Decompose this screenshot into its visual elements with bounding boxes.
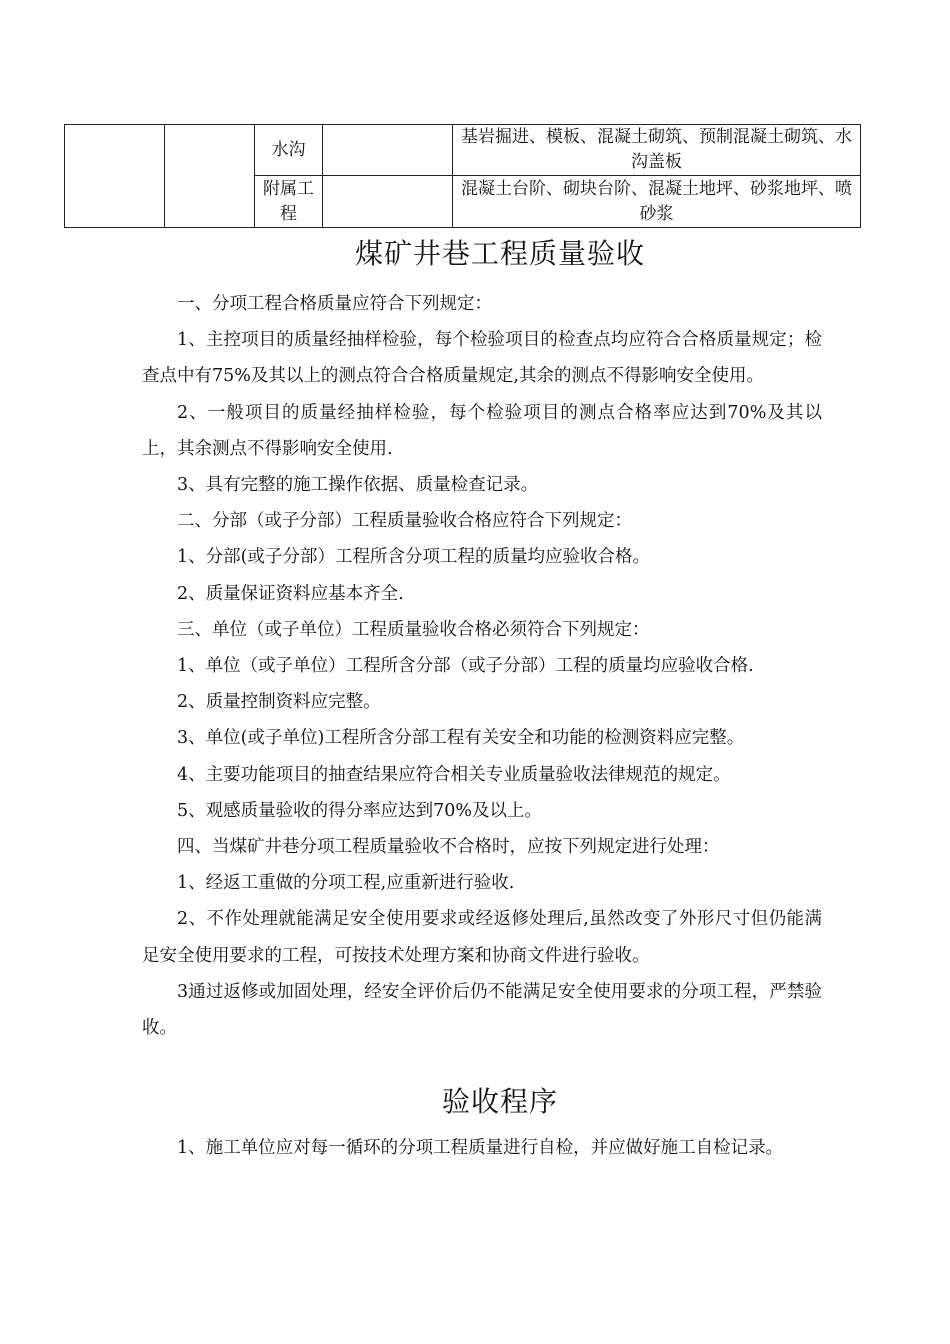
body-paragraph: 3、单位(或子单位)工程所含分部工程有关安全和功能的检测资料应完整。 [177, 728, 745, 749]
subitem-table [64, 124, 861, 228]
body-paragraph: 二、分部（或子分部）工程质量验收合格应符合下列规定： [177, 511, 632, 532]
table-cell-name: 附属工程 [255, 176, 323, 228]
body-paragraph: 1、施工单位应对每一循环的分项工程质量进行自检，并应做好施工自检记录。 [177, 1138, 784, 1158]
body-paragraph: 2、不作处理就能满足安全使用要求或经返修处理后,虽然改变了外形尺寸但仍能满足安全使用要求的工程，可按技术处理方案和协商文件进行验收。 [142, 909, 822, 966]
table-cell-name: 水沟 [255, 125, 323, 176]
table-cell-content: 基岩掘进、模板、混凝土砌筑、预制混凝土砌筑、水沟盖板 [453, 125, 861, 176]
table-cell-empty [65, 125, 165, 228]
section-title: 验收程序 [441, 1085, 558, 1118]
body-paragraph: 2、一般项目的质量经抽样检验，每个检验项目的测点合格率应达到70%及其以上，其余测点不得影响安全使用. [142, 402, 822, 459]
body-paragraph: 三、单位（或子单位）工程质量验收合格必须符合下列规定： [177, 619, 650, 640]
body-paragraph: 3通过返修或加固处理，经安全评价后仍不能满足安全使用要求的分项工程，严禁验收。 [142, 981, 822, 1039]
requirements-body [142, 286, 822, 1046]
document-title: 煤矿井巷工程质量验收 [354, 237, 645, 270]
body-paragraph: 一、分项工程合格质量应符合下列规定： [177, 294, 492, 314]
body-paragraph: 2、质量控制资料应完整。 [177, 692, 381, 713]
body-paragraph: 1、分部(或子分部）工程所含分项工程的质量均应验收合格。 [177, 547, 650, 568]
body-paragraph: 四、当煤矿井巷分项工程质量验收不合格时，应按下列规定进行处理： [177, 837, 720, 858]
procedure-body [142, 1130, 822, 1166]
table-cell-empty [323, 176, 453, 228]
body-paragraph: 2、质量保证资料应基本齐全. [177, 583, 404, 604]
body-paragraph: 5、观感质量验收的得分率应达到70%及以上。 [177, 800, 543, 821]
table-cell-empty [165, 125, 255, 228]
body-paragraph: 1、单位（或子单位）工程所含分部（或子分部）工程的质量均应验收合格. [177, 656, 754, 677]
table-row [65, 125, 861, 176]
body-paragraph: 4、主要功能项目的抽查结果应符合相关专业质量验收法律规范的规定。 [177, 764, 731, 785]
body-paragraph: 1、经返工重做的分项工程,应重新进行验收. [177, 873, 515, 894]
table-cell-content: 混凝土台阶、砌块台阶、混凝土地坪、砂浆地坪、喷砂浆 [453, 176, 861, 228]
body-paragraph: 1、主控项目的质量经抽样检验，每个检验项目的检查点均应符合合格质量规定；检查点中有75%及其以上的测点符合合格质量规定,其余的测点不得影响安全使用。 [142, 330, 822, 387]
body-paragraph: 3、具有完整的施工操作依据、质量检查记录。 [177, 475, 539, 496]
table-cell-empty [323, 125, 453, 176]
